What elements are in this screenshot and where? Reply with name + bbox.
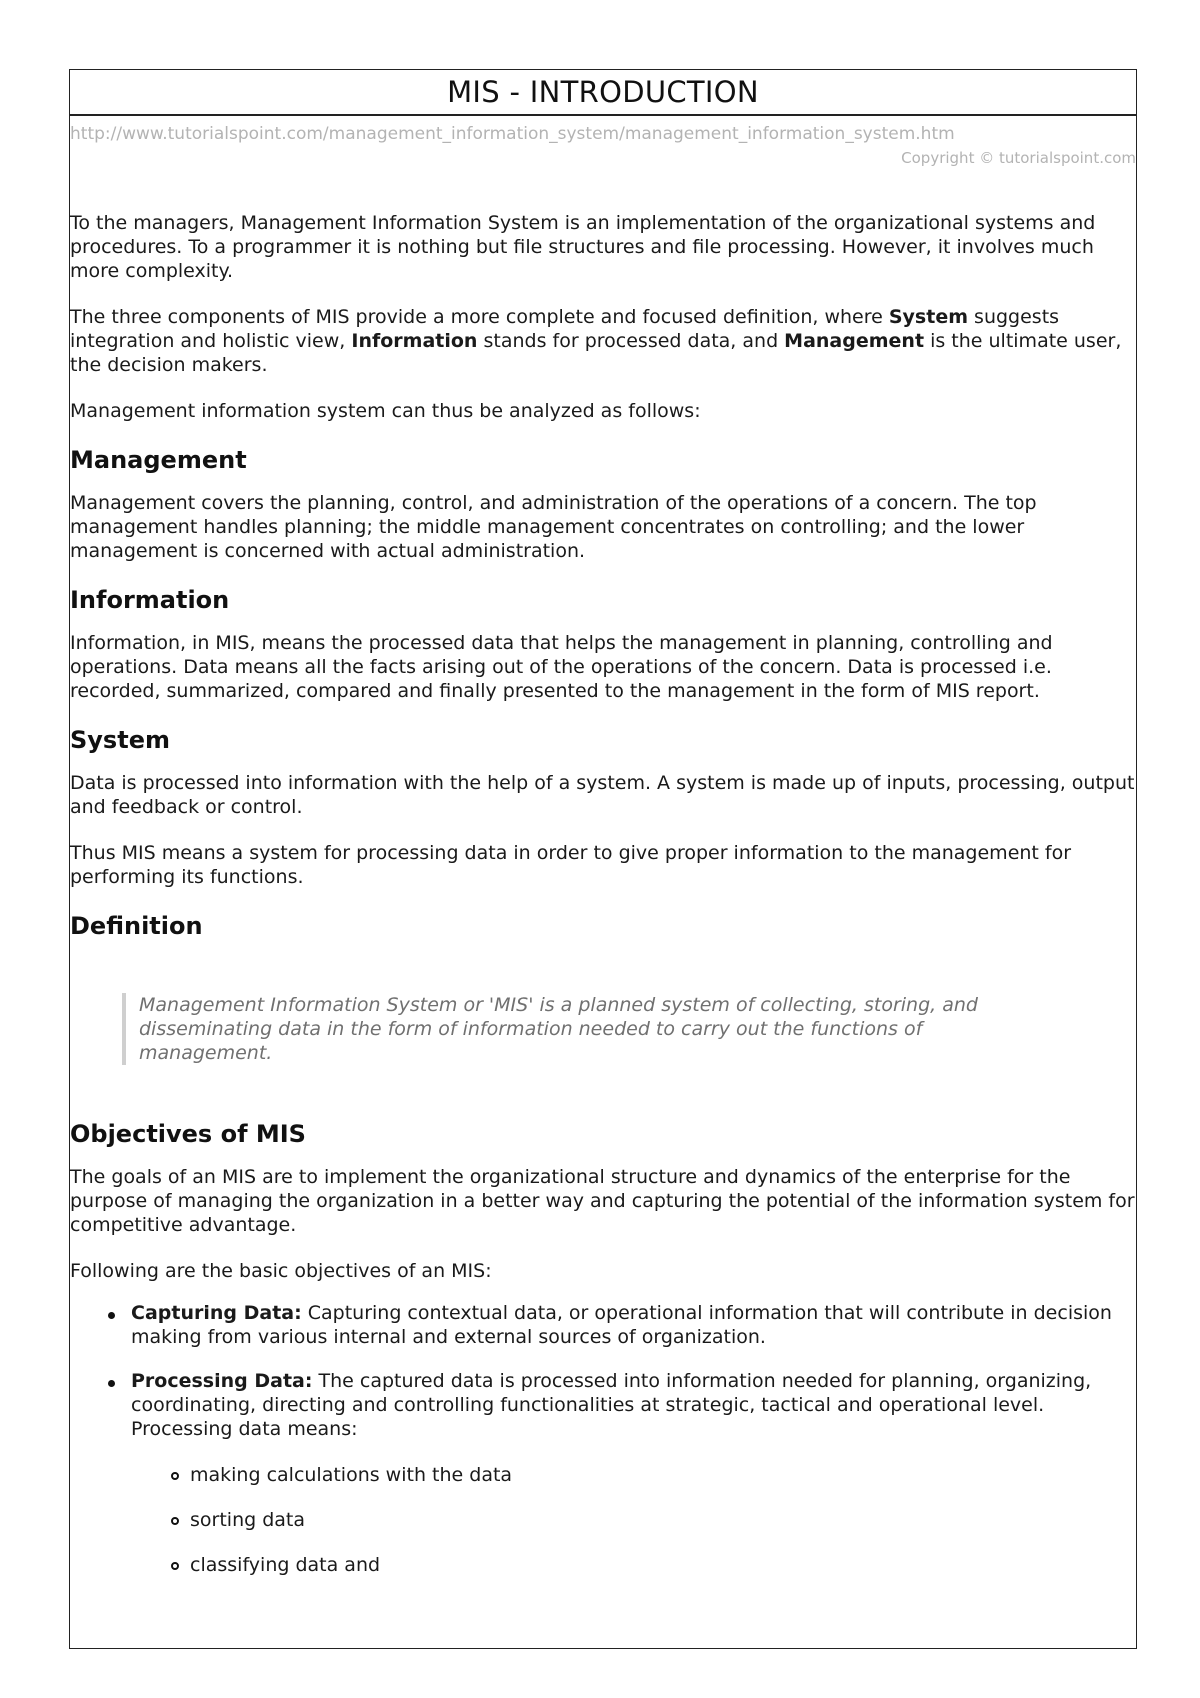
system-paragraph-2: Thus MIS means a system for processing data in order to give proper information to the management for performing its functions.	[70, 842, 1072, 888]
page-title: MIS - INTRODUCTION	[70, 70, 1136, 116]
intro-text: suggests integration and holistic view,	[70, 306, 1060, 352]
heading-definition: Definition	[70, 912, 203, 940]
list-item	[70, 1301, 1136, 1349]
management-paragraph: Management covers the planning, control, and administration of the operations of a concern. The top management handles planning; the middle management concentrates on controlling; and the lower management is concerned with actual administration.	[70, 492, 1037, 562]
sublist-item-text: sorting data	[190, 1509, 306, 1531]
definition-quote: Management Information System or 'MIS' is a planned system of collecting, storing, and disseminating data in the form of information needed to carry out the functions of management.	[122, 993, 1059, 1065]
list-item-text: The captured data is processed into information needed for planning, organizing, coordinating, directing and controlling functionalities at strategic, tactical and operational level. Processing data means:	[131, 1370, 1092, 1440]
intro-text: is the ultimate user, the decision makers.	[70, 330, 1122, 376]
sublist-item-text: classifying data and	[190, 1554, 381, 1576]
circle-bullet-icon	[171, 1562, 179, 1570]
intro-paragraph-3: Management information system can thus be analyzed as follows:	[70, 400, 701, 422]
intro-paragraph-1: To the managers, Management Information System is an implementation of the organizational systems and procedures. To a programmer it is nothing but file structures and file processing. However, it involves much more complexity.	[70, 212, 1096, 282]
bullet-icon	[108, 1312, 115, 1319]
circle-bullet-icon	[171, 1472, 179, 1480]
heading-management: Management	[70, 446, 247, 474]
sublist-item-text: making calculations with the data	[190, 1464, 513, 1486]
heading-information: Information	[70, 586, 230, 614]
system-paragraph-1: Data is processed into information with the help of a system. A system is made up of inputs, processing, output and feedback or control.	[70, 772, 1135, 818]
sublist-item	[131, 1553, 1136, 1577]
intro-paragraph-2	[70, 305, 1136, 377]
objectives-list	[70, 1301, 1136, 1577]
sublist-item	[131, 1508, 1136, 1532]
term-system: System	[888, 306, 969, 328]
processing-sublist	[131, 1463, 1136, 1577]
term-management: Management	[784, 330, 925, 352]
article-body	[70, 211, 1136, 1577]
intro-text: stands for processed data, and	[477, 330, 785, 352]
copyright-notice: Copyright © tutorialspoint.com	[901, 149, 1136, 167]
term-information: Information	[351, 330, 478, 352]
list-item-text: Capturing contextual data, or operational information that will contribute in decision making from various internal and external sources of organization.	[131, 1302, 1112, 1348]
heading-objectives: Objectives of MIS	[70, 1120, 306, 1148]
heading-system: System	[70, 726, 170, 754]
sublist-item	[131, 1463, 1136, 1487]
bullet-icon	[108, 1380, 115, 1387]
objectives-paragraph-2: Following are the basic objectives of an MIS:	[70, 1260, 492, 1282]
page-frame	[69, 69, 1137, 1649]
list-item-label: Processing Data:	[131, 1370, 313, 1392]
information-paragraph: Information, in MIS, means the processed data that helps the management in planning, controlling and operations. Data means all the facts arising out of the operations of the concern. Data is processed i.e. recorded, summarized, compared and finally presented to the management in the form of MIS report.	[70, 632, 1053, 702]
objectives-paragraph-1: The goals of an MIS are to implement the organizational structure and dynamics of the enterprise for the purpose of managing the organization in a better way and capturing the potential of the information system for competitive advantage.	[70, 1166, 1135, 1236]
intro-text: The three components of MIS provide a more complete and focused definition, where	[70, 306, 889, 328]
list-item-label: Capturing Data:	[131, 1302, 302, 1324]
source-url: http://www.tutorialspoint.com/management_information_system/management_information_system.htm	[70, 124, 955, 144]
list-item	[70, 1369, 1136, 1577]
circle-bullet-icon	[171, 1517, 179, 1525]
